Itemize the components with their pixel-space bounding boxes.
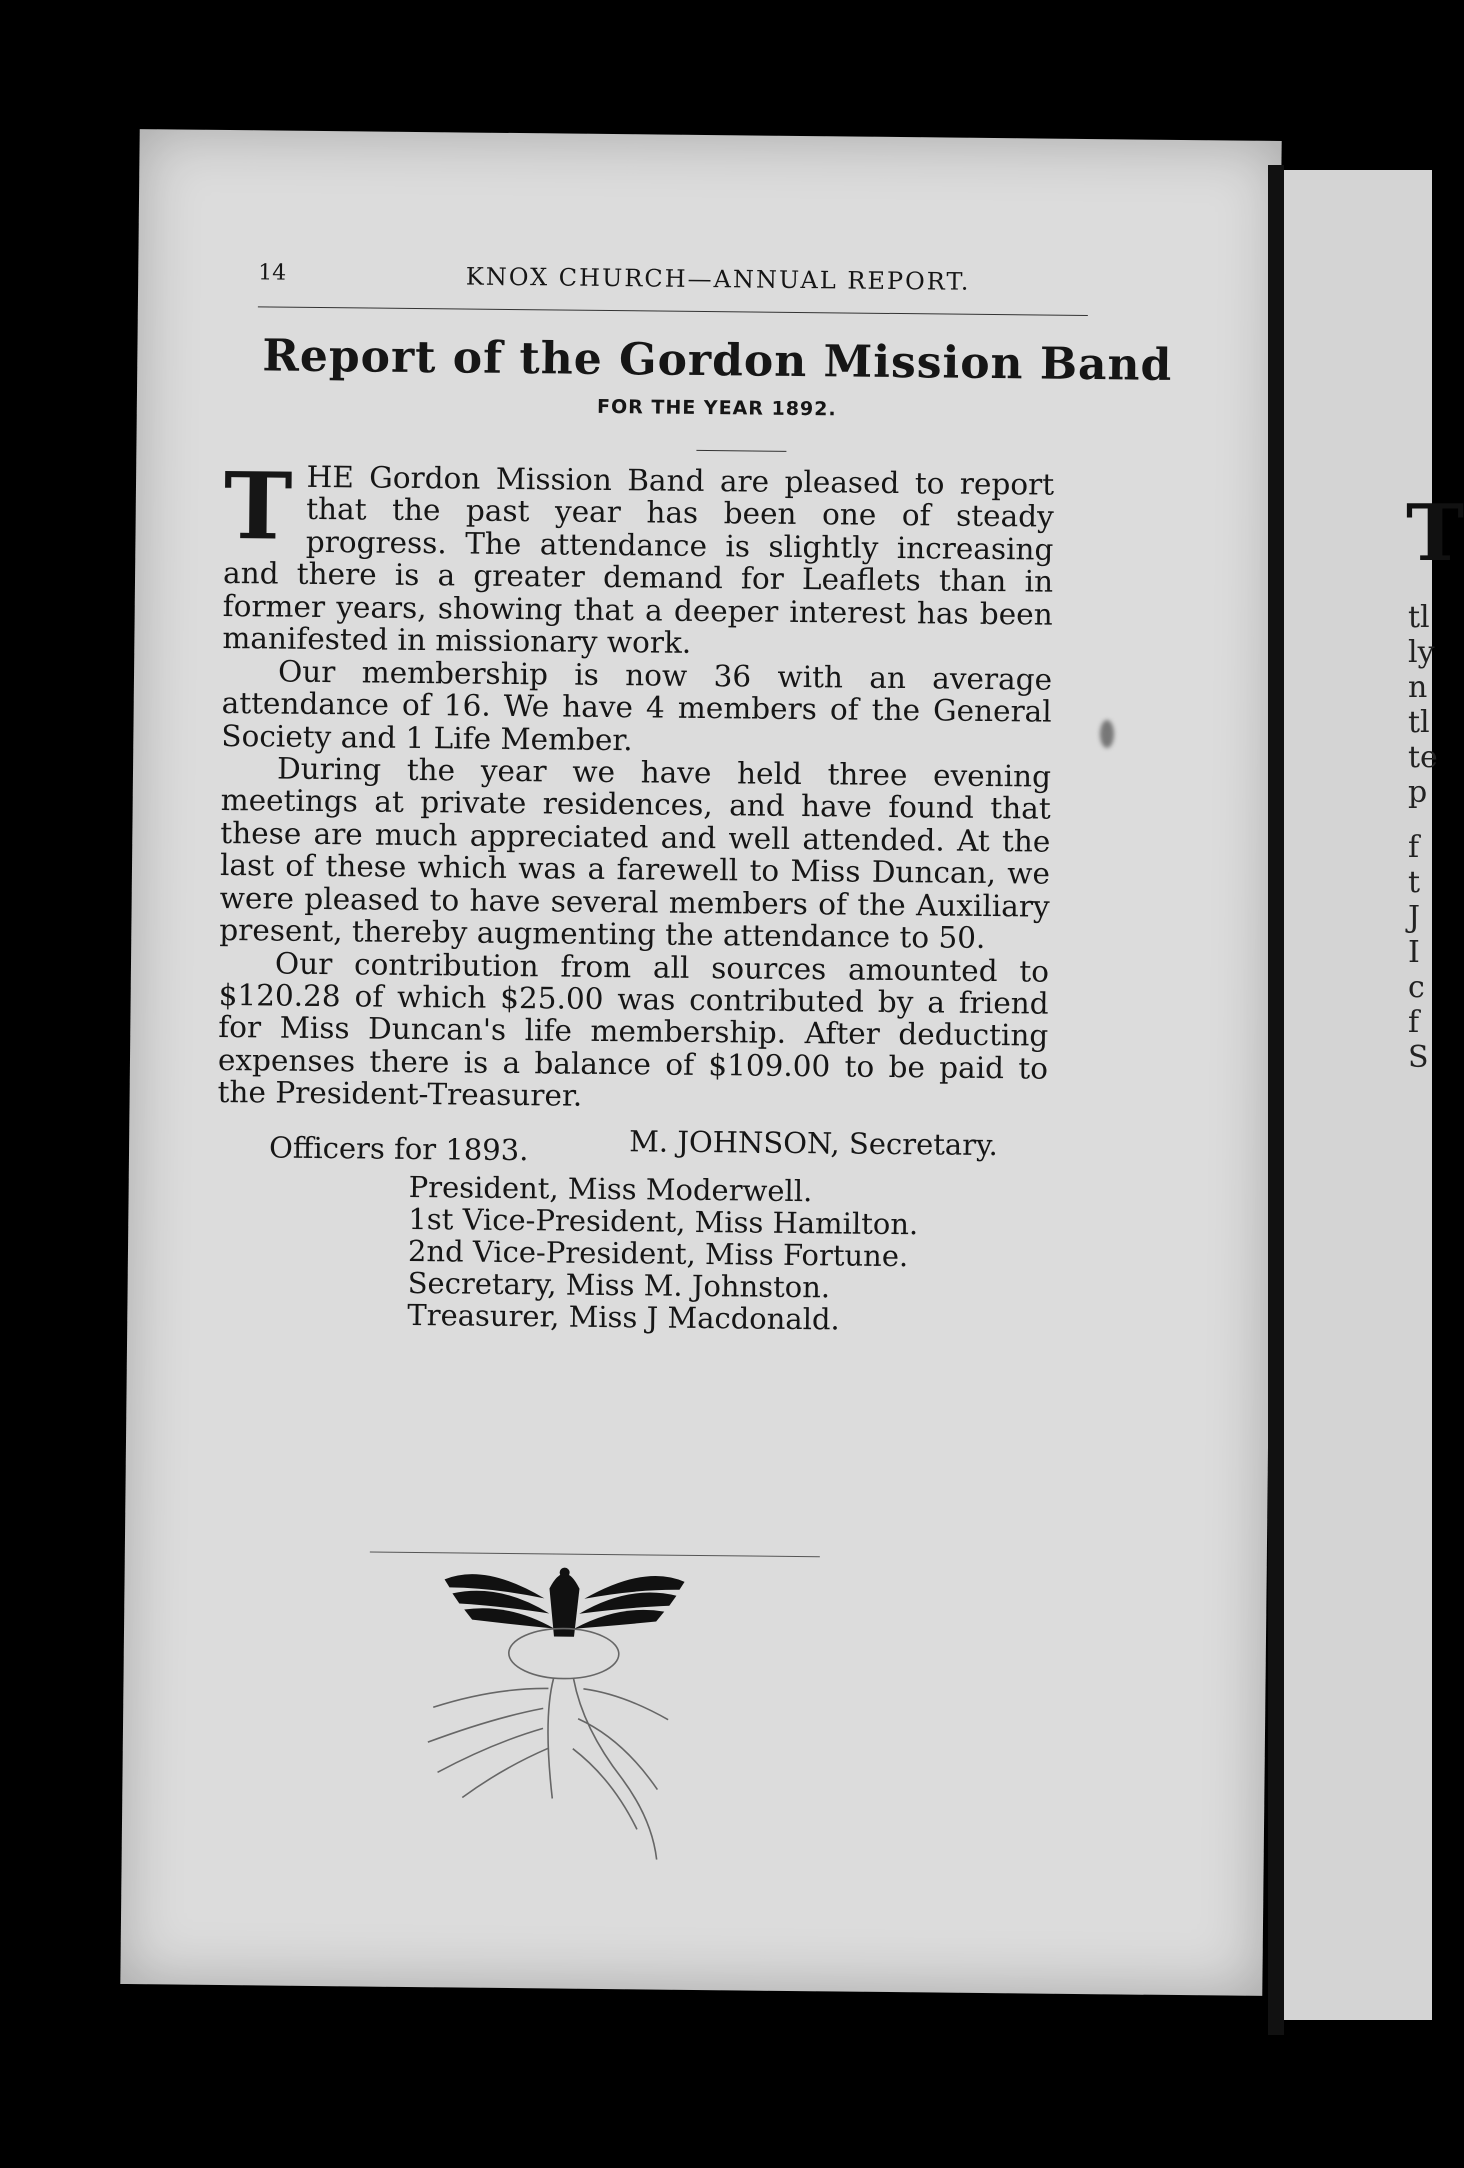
page-number: 14 [258,260,287,286]
facing-drop-cap: T [1406,488,1464,579]
paragraph-1 [222,451,1055,663]
fan-ornament-icon [421,1557,704,1890]
officer-entry: President, Miss Moderwell. [408,1169,813,1209]
title-rule [696,450,786,452]
officer-entry: 1st Vice-President, Miss Hamilton. [408,1201,919,1242]
facing-fragment: f [1408,1005,1420,1040]
facing-fragment: tl [1408,600,1430,635]
facing-fragment: f [1408,830,1420,865]
facing-fragment: p [1408,775,1428,810]
paragraph-3: During the year we have held three evening meetings at private residences, and have found that these are much appreciated and well attended. At the last of these which was a farewell to Miss Duncan, we were pleased to have several members of the Auxiliary present, thereby augmenting the attendance to 50. [219,751,1052,956]
report-body [217,451,1055,1117]
report-subtitle: FOR THE YEAR 1892. [596,395,837,421]
report-title: Report of the Gordon Mission Band [262,330,1173,391]
facing-fragment: J [1408,900,1421,935]
officer-entry: Secretary, Miss M. Johnston. [407,1265,831,1305]
facing-fragment: c [1408,970,1425,1005]
facing-fragment: t [1408,865,1421,900]
paragraph-2: Our membership is now 36 with an average attendance of 16. We have 4 members of the General Society and 1 Life Member. [221,654,1053,757]
drop-cap: T [223,451,293,561]
paragraph-1-text: HE Gordon Mission Band are pleased to report that the past year has been one of steady progress. The attendance is slightly increasing and there is a greater demand for Leaflets than in former years, showing that a deeper interest has been manifested in missionary work. [222,459,1055,661]
facing-page-edge [1284,170,1464,2020]
book-spine [1268,165,1284,2035]
facing-fragment: te [1408,740,1438,775]
secretary-signature: M. JOHNSON, Secretary. [628,1124,998,1163]
facing-fragment: I [1408,935,1420,970]
officers-list [407,1169,919,1337]
officers-heading: Officers for 1893. [268,1130,529,1168]
header-rule [258,306,1088,316]
page-header [258,260,1178,310]
facing-fragment: tl [1408,705,1430,740]
officer-entry: 2nd Vice-President, Miss Fortune. [407,1233,909,1273]
ink-smudge [1100,720,1114,748]
facing-fragment: S [1408,1040,1429,1075]
facing-fragment: ly [1408,635,1435,670]
officer-entry: Treasurer, Miss J Macdonald. [407,1297,840,1337]
report-page [120,129,1281,1996]
facing-fragment: n [1408,670,1428,705]
running-head: KNOX CHURCH—ANNUAL REPORT. [465,262,971,296]
paragraph-4: Our contribution from all sources amounted to $120.28 of which $25.00 was contributed by a friend for Miss Duncan's life membership. After deducting expenses there is a balance of $109.00 to be paid to the President-Treasurer. [217,946,1050,1114]
